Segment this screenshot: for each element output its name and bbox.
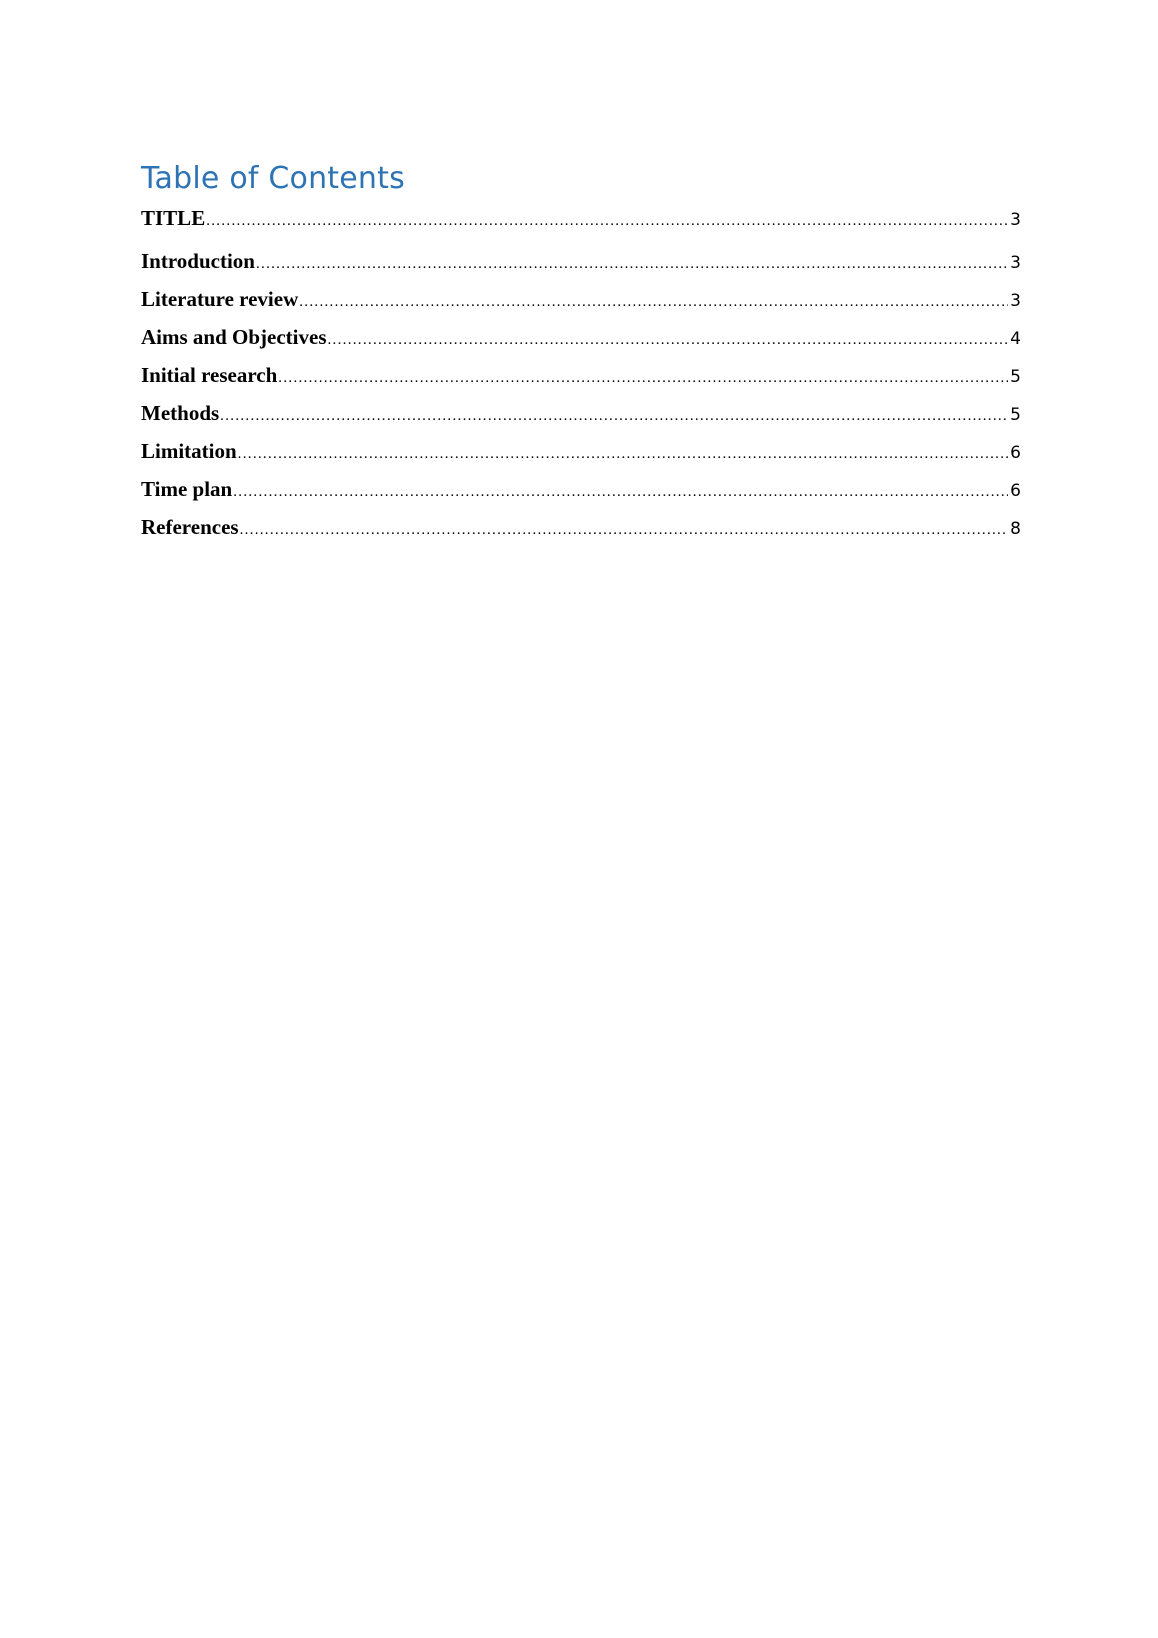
toc-entry-label: References [141, 515, 239, 539]
toc-dot-leader [278, 359, 1008, 394]
toc-dot-leader [206, 207, 1008, 232]
toc-entry-page-number: 8 [1010, 519, 1021, 539]
toc-dot-leader [328, 321, 1009, 356]
toc-entry-references[interactable] [141, 508, 1021, 546]
toc-dot-leader [299, 283, 1008, 318]
toc-entry-page-number: 6 [1010, 443, 1021, 463]
toc-entry-page-number: 3 [1010, 210, 1021, 230]
toc-heading: Table of Contents [141, 161, 405, 196]
toc-entry-title[interactable] [141, 204, 1021, 232]
toc-entry-page-number: 3 [1010, 253, 1021, 273]
toc-entry-literature-review[interactable] [141, 280, 1021, 318]
toc-entry-time-plan[interactable] [141, 470, 1021, 508]
toc-entry-methods[interactable] [141, 394, 1021, 432]
toc-dot-leader [256, 245, 1008, 280]
table-of-contents [141, 160, 1021, 546]
toc-entry-page-number: 6 [1010, 481, 1021, 501]
toc-dot-leader [240, 511, 1009, 546]
toc-entry-label: Introduction [141, 249, 255, 273]
toc-entry-limitation[interactable] [141, 432, 1021, 470]
toc-entry-page-number: 5 [1010, 405, 1021, 425]
toc-entry-label: Initial research [141, 363, 278, 387]
toc-entry-page-number: 5 [1010, 367, 1021, 387]
toc-entry-initial-research[interactable] [141, 356, 1021, 394]
toc-entry-label: Methods [141, 401, 220, 425]
toc-entry-aims-and-objectives[interactable] [141, 318, 1021, 356]
toc-entry-label: TITLE [141, 206, 206, 230]
toc-entry-label: Literature review [141, 287, 299, 311]
toc-dot-leader [238, 435, 1009, 470]
toc-dot-leader [233, 473, 1008, 508]
toc-entry-page-number: 3 [1010, 291, 1021, 311]
toc-entry-page-number: 4 [1010, 329, 1021, 349]
toc-entry-introduction[interactable] [141, 242, 1021, 280]
toc-list [141, 204, 1021, 546]
toc-dot-leader [220, 397, 1008, 432]
toc-entry-label: Time plan [141, 477, 233, 501]
toc-entry-label: Limitation [141, 439, 237, 463]
toc-entry-label: Aims and Objectives [141, 325, 327, 349]
